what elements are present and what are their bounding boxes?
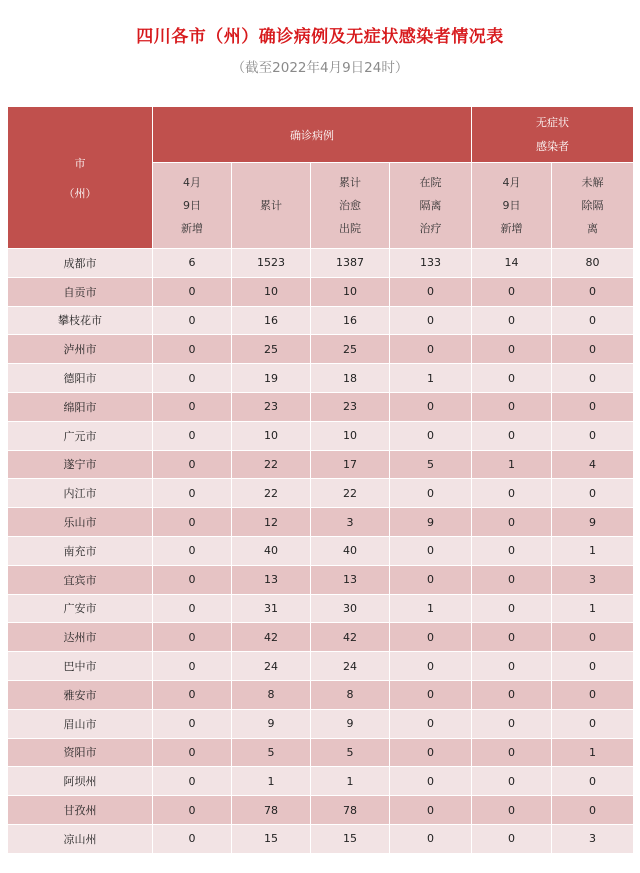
table-row — [8, 277, 634, 306]
value-cell: 0 — [153, 824, 232, 853]
city-cell: 绵阳市 — [8, 392, 153, 421]
value-cell: 5 — [390, 450, 472, 479]
value-cell: 40 — [311, 536, 390, 565]
value-cell: 0 — [390, 738, 472, 767]
table-row — [8, 392, 634, 421]
value-cell: 1 — [311, 767, 390, 796]
value-cell: 0 — [472, 623, 552, 652]
column-header-line: 4月 — [183, 176, 201, 189]
value-cell: 13 — [232, 565, 311, 594]
city-cell: 成都市 — [8, 249, 153, 278]
value-cell: 1 — [390, 364, 472, 393]
column-header-line: 新增 — [500, 222, 523, 235]
value-cell: 1 — [472, 450, 552, 479]
value-cell: 9 — [390, 508, 472, 537]
value-cell: 0 — [153, 306, 232, 335]
city-cell: 攀枝花市 — [8, 306, 153, 335]
column-header — [472, 163, 552, 249]
value-cell: 0 — [390, 796, 472, 825]
value-cell: 0 — [153, 364, 232, 393]
value-cell: 10 — [311, 277, 390, 306]
value-cell: 0 — [390, 565, 472, 594]
table-row — [8, 249, 634, 278]
value-cell: 0 — [390, 277, 472, 306]
value-cell: 16 — [311, 306, 390, 335]
city-cell: 内江市 — [8, 479, 153, 508]
value-cell: 0 — [472, 680, 552, 709]
value-cell: 14 — [472, 249, 552, 278]
value-cell: 0 — [153, 392, 232, 421]
value-cell: 0 — [472, 508, 552, 537]
value-cell: 0 — [153, 277, 232, 306]
value-cell: 0 — [472, 767, 552, 796]
value-cell: 0 — [153, 680, 232, 709]
table-row — [8, 565, 634, 594]
value-cell: 0 — [390, 623, 472, 652]
city-cell: 达州市 — [8, 623, 153, 652]
value-cell: 0 — [552, 392, 634, 421]
value-cell: 1 — [390, 594, 472, 623]
column-header — [311, 163, 390, 249]
value-cell: 1 — [232, 767, 311, 796]
value-cell: 0 — [472, 565, 552, 594]
value-cell: 0 — [153, 536, 232, 565]
value-cell: 0 — [552, 680, 634, 709]
city-header-line2: （州） — [63, 186, 97, 200]
table-row — [8, 450, 634, 479]
value-cell: 0 — [153, 594, 232, 623]
value-cell: 40 — [232, 536, 311, 565]
table-row — [8, 709, 634, 738]
value-cell: 0 — [153, 450, 232, 479]
column-header-line: 9日 — [183, 199, 201, 212]
value-cell: 0 — [390, 680, 472, 709]
value-cell: 23 — [311, 392, 390, 421]
value-cell: 0 — [472, 594, 552, 623]
value-cell: 42 — [232, 623, 311, 652]
column-header-line: 累计 — [260, 199, 282, 212]
value-cell: 9 — [232, 709, 311, 738]
value-cell: 6 — [153, 249, 232, 278]
value-cell: 23 — [232, 392, 311, 421]
value-cell: 0 — [472, 652, 552, 681]
value-cell: 16 — [232, 306, 311, 335]
column-header — [390, 163, 472, 249]
value-cell: 0 — [472, 479, 552, 508]
table-row — [8, 680, 634, 709]
column-header-line: 出院 — [339, 222, 361, 235]
value-cell: 1 — [552, 536, 634, 565]
table-row — [8, 536, 634, 565]
city-cell: 乐山市 — [8, 508, 153, 537]
column-header-line: 未解 — [581, 176, 604, 189]
value-cell: 0 — [472, 824, 552, 853]
value-cell: 78 — [232, 796, 311, 825]
value-cell: 0 — [153, 652, 232, 681]
value-cell: 3 — [552, 824, 634, 853]
value-cell: 0 — [472, 277, 552, 306]
value-cell: 1 — [552, 738, 634, 767]
value-cell: 25 — [232, 335, 311, 364]
column-header — [232, 163, 311, 249]
city-cell: 甘孜州 — [8, 796, 153, 825]
value-cell: 19 — [232, 364, 311, 393]
confirmed-group-header: 确诊病例 — [153, 107, 472, 163]
value-cell: 0 — [552, 277, 634, 306]
value-cell: 0 — [390, 421, 472, 450]
value-cell: 0 — [153, 565, 232, 594]
table-body — [8, 249, 634, 854]
value-cell: 1 — [552, 594, 634, 623]
column-header-line: 治愈 — [339, 199, 361, 212]
city-header-line1: 市 — [74, 156, 86, 170]
value-cell: 0 — [552, 709, 634, 738]
column-header-line: 累计 — [339, 176, 361, 189]
value-cell: 0 — [153, 479, 232, 508]
value-cell: 0 — [472, 536, 552, 565]
city-cell: 凉山州 — [8, 824, 153, 853]
value-cell: 0 — [472, 421, 552, 450]
value-cell: 0 — [390, 392, 472, 421]
city-cell: 南充市 — [8, 536, 153, 565]
value-cell: 0 — [552, 767, 634, 796]
value-cell: 24 — [311, 652, 390, 681]
city-column-header — [8, 107, 153, 249]
value-cell: 0 — [552, 796, 634, 825]
table-row — [8, 508, 634, 537]
value-cell: 0 — [390, 479, 472, 508]
value-cell: 78 — [311, 796, 390, 825]
value-cell: 0 — [153, 767, 232, 796]
value-cell: 80 — [552, 249, 634, 278]
value-cell: 0 — [472, 306, 552, 335]
column-header-line: 在院 — [419, 176, 442, 189]
value-cell: 0 — [153, 421, 232, 450]
city-cell: 眉山市 — [8, 709, 153, 738]
value-cell: 15 — [311, 824, 390, 853]
table-row — [8, 594, 634, 623]
asymptomatic-header-line2: 感染者 — [536, 139, 569, 153]
value-cell: 0 — [552, 335, 634, 364]
value-cell: 18 — [311, 364, 390, 393]
value-cell: 0 — [390, 652, 472, 681]
column-header-line: 4月 — [502, 176, 521, 189]
value-cell: 0 — [472, 796, 552, 825]
value-cell: 22 — [311, 479, 390, 508]
column-header — [153, 163, 232, 249]
value-cell: 0 — [472, 738, 552, 767]
column-header — [552, 163, 634, 249]
value-cell: 9 — [552, 508, 634, 537]
table-row — [8, 479, 634, 508]
page-subtitle: （截至2022年4月9日24时） — [231, 60, 409, 76]
value-cell: 10 — [311, 421, 390, 450]
column-header-line: 除隔 — [581, 199, 604, 212]
value-cell: 5 — [232, 738, 311, 767]
city-cell: 遂宁市 — [8, 450, 153, 479]
value-cell: 0 — [552, 479, 634, 508]
value-cell: 8 — [232, 680, 311, 709]
value-cell: 0 — [472, 364, 552, 393]
value-cell: 0 — [390, 536, 472, 565]
value-cell: 10 — [232, 277, 311, 306]
cases-table — [7, 106, 634, 854]
value-cell: 0 — [552, 652, 634, 681]
city-cell: 巴中市 — [8, 652, 153, 681]
value-cell: 0 — [153, 508, 232, 537]
value-cell: 0 — [153, 709, 232, 738]
city-cell: 泸州市 — [8, 335, 153, 364]
column-header-line: 隔离 — [419, 199, 442, 212]
value-cell: 0 — [552, 421, 634, 450]
city-cell: 资阳市 — [8, 738, 153, 767]
value-cell: 4 — [552, 450, 634, 479]
value-cell: 0 — [390, 767, 472, 796]
value-cell: 0 — [552, 306, 634, 335]
value-cell: 0 — [472, 709, 552, 738]
value-cell: 0 — [552, 623, 634, 652]
value-cell: 30 — [311, 594, 390, 623]
value-cell: 9 — [311, 709, 390, 738]
value-cell: 0 — [153, 335, 232, 364]
value-cell: 22 — [232, 450, 311, 479]
city-cell: 德阳市 — [8, 364, 153, 393]
value-cell: 25 — [311, 335, 390, 364]
city-cell: 广安市 — [8, 594, 153, 623]
table-row — [8, 652, 634, 681]
value-cell: 1523 — [232, 249, 311, 278]
table-row — [8, 306, 634, 335]
value-cell: 0 — [153, 796, 232, 825]
table-row — [8, 738, 634, 767]
city-cell: 雅安市 — [8, 680, 153, 709]
value-cell: 15 — [232, 824, 311, 853]
table-row — [8, 824, 634, 853]
value-cell: 1387 — [311, 249, 390, 278]
column-header-line: 治疗 — [419, 222, 442, 235]
asymptomatic-header-line1: 无症状 — [536, 115, 569, 129]
value-cell: 31 — [232, 594, 311, 623]
table-row — [8, 767, 634, 796]
city-cell: 广元市 — [8, 421, 153, 450]
city-cell: 自贡市 — [8, 277, 153, 306]
value-cell: 13 — [311, 565, 390, 594]
column-header-line: 9日 — [502, 199, 521, 212]
table-row — [8, 796, 634, 825]
value-cell: 22 — [232, 479, 311, 508]
value-cell: 133 — [390, 249, 472, 278]
value-cell: 5 — [311, 738, 390, 767]
value-cell: 42 — [311, 623, 390, 652]
value-cell: 0 — [472, 392, 552, 421]
value-cell: 24 — [232, 652, 311, 681]
value-cell: 0 — [472, 335, 552, 364]
table-row — [8, 421, 634, 450]
value-cell: 12 — [232, 508, 311, 537]
value-cell: 0 — [153, 623, 232, 652]
value-cell: 0 — [390, 709, 472, 738]
value-cell: 0 — [390, 306, 472, 335]
asymptomatic-group-header — [472, 107, 634, 163]
column-header-line: 新增 — [181, 222, 203, 235]
city-cell: 阿坝州 — [8, 767, 153, 796]
value-cell: 0 — [153, 738, 232, 767]
value-cell: 0 — [552, 364, 634, 393]
value-cell: 8 — [311, 680, 390, 709]
table-row — [8, 335, 634, 364]
city-cell: 宜宾市 — [8, 565, 153, 594]
value-cell: 17 — [311, 450, 390, 479]
value-cell: 0 — [390, 335, 472, 364]
value-cell: 0 — [390, 824, 472, 853]
value-cell: 3 — [311, 508, 390, 537]
value-cell: 10 — [232, 421, 311, 450]
table-row — [8, 364, 634, 393]
table-row — [8, 623, 634, 652]
page-title: 四川各市（州）确诊病例及无症状感染者情况表 — [136, 27, 504, 47]
value-cell: 3 — [552, 565, 634, 594]
column-header-line: 离 — [587, 222, 598, 235]
